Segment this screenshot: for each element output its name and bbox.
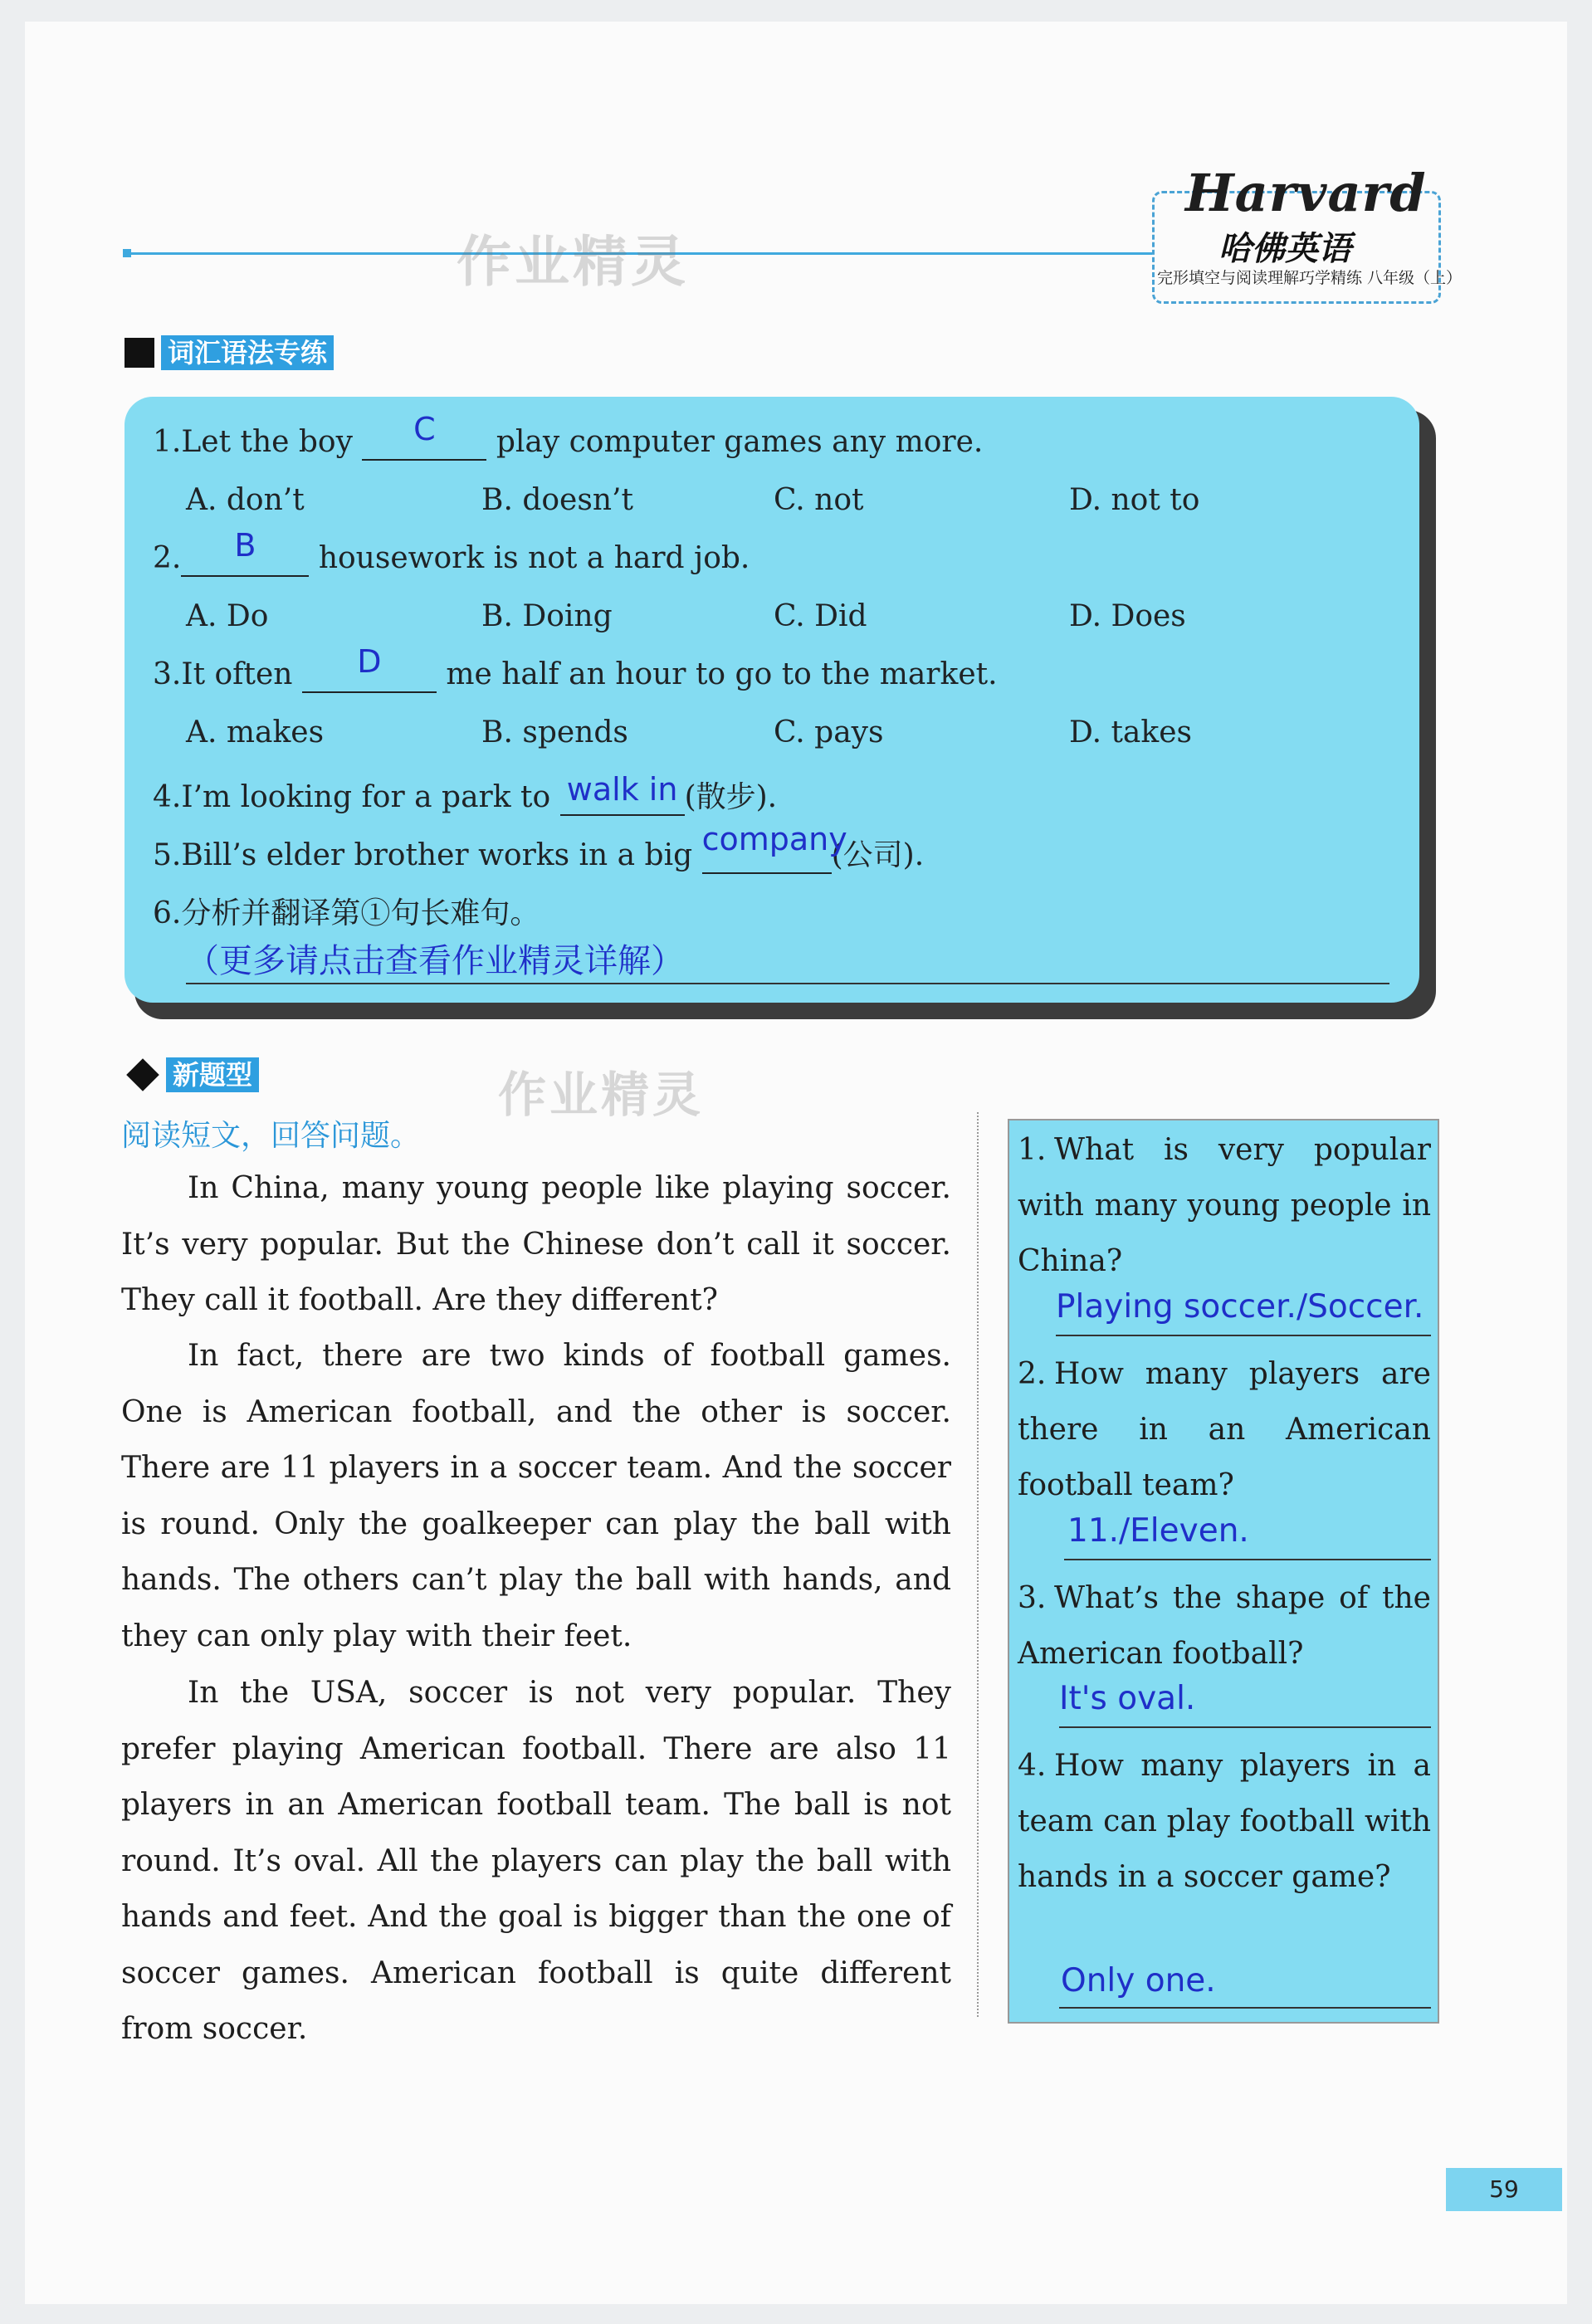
vocab-q6 xyxy=(153,890,540,932)
q-text: (散步). xyxy=(684,780,778,814)
book-subtitle: 完形填空与阅读理解巧学精练 八年级（上） xyxy=(1157,269,1463,287)
brand-logo-en: Harvard xyxy=(1185,163,1427,223)
answer-line xyxy=(186,983,1389,984)
answer-line xyxy=(1064,1559,1431,1560)
option-c: C. pays xyxy=(774,715,884,749)
handwritten-answer: D xyxy=(357,643,382,680)
watermark: 作业精灵 xyxy=(457,230,689,294)
q-text: play computer games any more. xyxy=(496,425,984,459)
q-text: 分析并翻译第①句长难句。 xyxy=(181,896,540,930)
option-c: C. not xyxy=(774,483,864,517)
q-text: What’s the shape of the American football? xyxy=(1018,1581,1431,1671)
vocab-q1 xyxy=(153,411,984,461)
diamond-bullet-icon xyxy=(126,1058,159,1091)
watermark: 作业精灵 xyxy=(498,1067,705,1123)
q-text: I’m looking for a park to xyxy=(181,780,551,814)
handwritten-answer: It's oval. xyxy=(1059,1680,1196,1717)
q-text: What is very popular with many young people in China? xyxy=(1018,1133,1431,1278)
answer-blank xyxy=(701,821,847,874)
reading-section-label: 新题型 xyxy=(166,1057,259,1092)
reading-question-4 xyxy=(1018,1738,1431,1905)
answer-blank xyxy=(362,411,486,461)
q-number: 1. xyxy=(153,425,182,459)
vocab-q4 xyxy=(153,771,778,816)
more-link[interactable]: （更多请点击查看作业精灵详解） xyxy=(186,942,684,980)
q-text: Let the boy xyxy=(181,425,353,459)
q-number: 3. xyxy=(1018,1581,1047,1615)
brand-logo-cn: 哈佛英语 xyxy=(1218,230,1351,268)
q-number: 4. xyxy=(1018,1749,1047,1783)
option-d: D. takes xyxy=(1069,715,1192,749)
paragraph-text: In fact, there are two kinds of football games. One is American football, and the other is soccer. There are 11 players in a soccer team. And the soccer is round. Only the goalkeeper can play the ball with hands. The others can’t play the ball with hands, and they can only play with their feet. xyxy=(121,1339,951,1653)
reading-question-1 xyxy=(1018,1122,1431,1289)
header-rule-dot xyxy=(123,249,131,257)
q-number: 5. xyxy=(153,838,182,872)
q-number: 1. xyxy=(1018,1133,1047,1167)
vocab-q5 xyxy=(153,821,925,874)
q-number: 2. xyxy=(1018,1357,1047,1391)
reading-section-heading xyxy=(126,1057,259,1092)
option-a: A. don’t xyxy=(186,483,305,517)
handwritten-answer: B xyxy=(234,527,256,564)
option-d: D. Does xyxy=(1069,599,1186,633)
q-text: (公司). xyxy=(831,838,925,872)
q-number: 3. xyxy=(153,657,182,691)
reading-paragraph-2 xyxy=(121,1328,951,1664)
reading-paragraph-1 xyxy=(121,1160,951,1329)
option-c: C. Did xyxy=(774,599,867,633)
vocab-q2 xyxy=(153,527,750,577)
vocab-q3 xyxy=(153,643,998,693)
answer-blank xyxy=(302,643,437,693)
handwritten-answer: C xyxy=(413,411,436,447)
reading-question-3 xyxy=(1018,1570,1431,1682)
q-number: 6. xyxy=(153,896,182,930)
reading-paragraph-3 xyxy=(121,1665,951,2058)
column-divider xyxy=(977,1112,979,2017)
reading-instructions: 阅读短文，回答问题。 xyxy=(121,1119,421,1153)
option-b: B. Doing xyxy=(481,599,613,633)
vocab-section-label: 词汇语法专练 xyxy=(161,335,334,370)
q-text: How many players are there in an American football team? xyxy=(1018,1357,1431,1502)
square-bullet-icon xyxy=(125,338,154,368)
answer-line xyxy=(1059,2007,1431,2009)
option-a: A. Do xyxy=(186,599,269,633)
answer-blank xyxy=(181,527,309,577)
option-d: D. not to xyxy=(1069,483,1200,517)
option-a: A. makes xyxy=(186,715,325,749)
handwritten-answer: Playing soccer./Soccer. xyxy=(1056,1288,1424,1326)
answer-blank xyxy=(560,771,685,816)
handwritten-answer: company xyxy=(701,821,847,857)
answer-line xyxy=(1056,1335,1431,1336)
paragraph-text: In China, many young people like playing soccer. It’s very popular. But the Chinese don’t call it soccer. They call it football. Are they different? xyxy=(121,1171,951,1317)
handwritten-answer: walk in xyxy=(566,771,678,808)
q-text: Bill’s elder brother works in a big xyxy=(181,838,693,872)
q-number: 4. xyxy=(153,780,182,814)
option-b: B. spends xyxy=(481,715,628,749)
handwritten-answer: Only one. xyxy=(1061,1962,1216,1999)
q-text: It often xyxy=(181,657,293,691)
handwritten-answer: 11./Eleven. xyxy=(1067,1512,1249,1550)
q-number: 2. xyxy=(153,541,182,575)
q-text: housework is not a hard job. xyxy=(318,541,750,575)
answer-line xyxy=(1059,1726,1431,1728)
option-b: B. doesn’t xyxy=(481,483,633,517)
q-text: How many players in a team can play football with hands in a soccer game? xyxy=(1018,1749,1431,1894)
reading-question-2 xyxy=(1018,1346,1431,1513)
page-number: 59 xyxy=(1446,2168,1562,2211)
vocab-section-heading xyxy=(125,335,334,370)
paragraph-text: In the USA, soccer is not very popular. They prefer playing American football. There are also 11 players in an American football team. The ball is not round. It’s oval. All the players can play the ball with hands and feet. And the goal is bigger than the one of soccer games. American football is quite different from soccer. xyxy=(121,1676,951,2046)
q-text: me half an hour to go to the market. xyxy=(446,657,998,691)
